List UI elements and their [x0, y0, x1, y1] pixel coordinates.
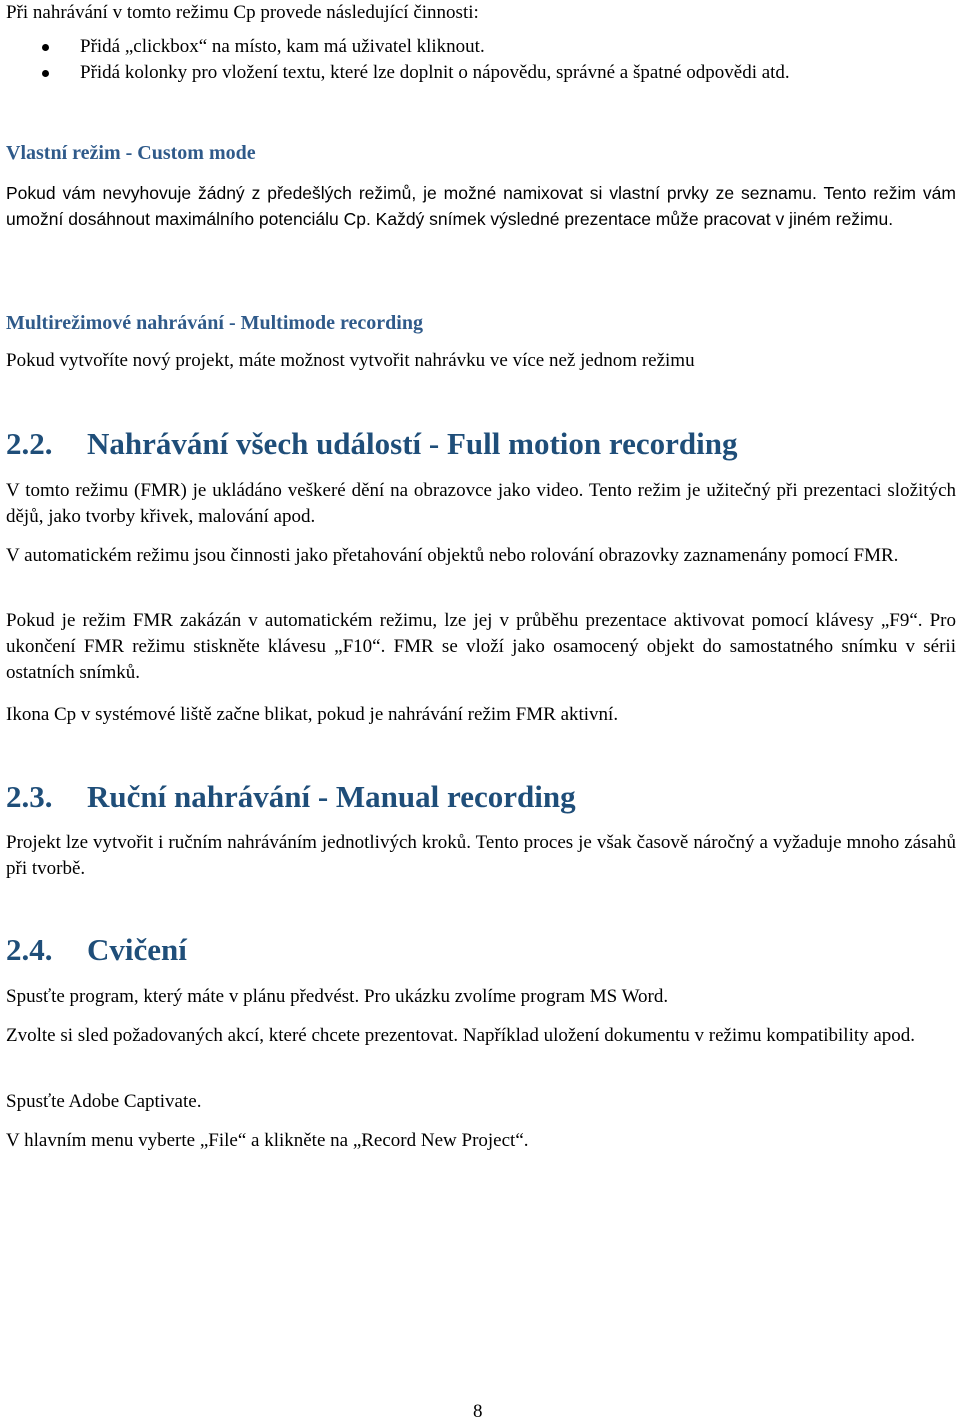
page-number: 8	[473, 1401, 483, 1422]
paragraph: Projekt lze vytvořit i ručním nahráváním jednotlivých kroků. Tento proces je však časově náročný a vyžaduje mnoho zásahů při tvorbě.	[6, 832, 956, 879]
list-item: Přidá kolonky pro vložení textu, které lze doplnit o nápovědu, správné a špatné odpovědi atd.	[0, 60, 790, 86]
custom-mode-paragraph: Pokud vám nevyhovuje žádný z předešlých režimů, je možné namixovat si vlastní prvky ze seznamu. Tento režim vám umožní dosáhnout maximálního potenciálu Cp. Každý snímek výsledné prezentace může pracovat v jiném režimu.	[6, 183, 956, 229]
bullet-icon	[42, 44, 49, 51]
section-heading-2-4	[6, 930, 187, 970]
paragraph: Spusťte program, který máte v plánu předvést. Pro ukázku zvolíme program MS Word.	[6, 986, 669, 1007]
section-number: 2.3.	[6, 779, 53, 814]
bullet-list	[0, 34, 790, 86]
section-heading-2-2	[6, 424, 737, 464]
custom-mode-heading: Vlastní režim - Custom mode	[6, 142, 256, 164]
paragraph: Ikona Cp v systémové liště začne blikat, pokud je nahrávání režim FMR aktivní.	[6, 704, 619, 725]
section-heading-2-3	[6, 777, 576, 817]
section-title: Cvičení	[87, 932, 187, 967]
paragraph: V tomto režimu (FMR) je ukládáno veškeré dění na obrazovce jako video. Tento režim je užitečný při prezentaci složitých dějů, jako tvorby křivek, malování apod.	[6, 480, 956, 527]
multimode-heading: Multirežimové nahrávání - Multimode recording	[6, 312, 423, 334]
section-title: Nahrávání všech událostí - Full motion recording	[87, 426, 738, 461]
paragraph: Pokud je režim FMR zakázán v automatickém režimu, lze jej v průběhu prezentace aktivovat pomocí klávesy „F9“. Pro ukončení FMR režimu stiskněte klávesu „F10“. FMR se vloží jako osamocený objekt do samostatného snímku v sérii ostatních snímků.	[6, 610, 956, 683]
paragraph: V automatickém režimu jsou činnosti jako přetahování objektů nebo rolování obrazovky zaznamenány pomocí FMR.	[6, 545, 899, 566]
intro-text: Při nahrávání v tomto režimu Cp provede následující činnosti:	[6, 2, 479, 23]
paragraph: Spusťte Adobe Captivate.	[6, 1091, 202, 1112]
bullet-icon	[42, 70, 49, 77]
list-item: Přidá „clickbox“ na místo, kam má uživatel kliknout.	[0, 34, 790, 60]
section-number: 2.2.	[6, 426, 53, 461]
paragraph: V hlavním menu vyberte „File“ a klikněte na „Record New Project“.	[6, 1130, 529, 1151]
section-number: 2.4.	[6, 932, 53, 967]
paragraph: Zvolte si sled požadovaných akcí, které chcete prezentovat. Například uložení dokumentu v režimu kompatibility apod.	[6, 1025, 916, 1046]
section-title: Ruční nahrávání - Manual recording	[87, 779, 576, 814]
multimode-paragraph: Pokud vytvoříte nový projekt, máte možnost vytvořit nahrávku ve více než jednom režimu	[6, 350, 695, 371]
